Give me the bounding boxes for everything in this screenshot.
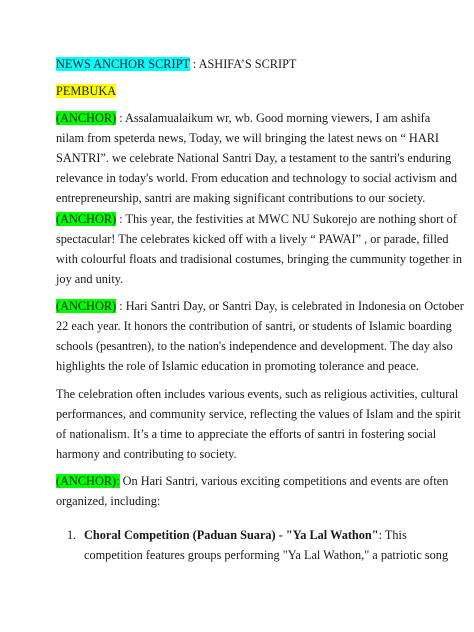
- list-item-title: Choral Competition (Paduan Suara) - "Ya Lal Wathon": [84, 528, 379, 542]
- paragraph-1-line-2: nilam from speterda news, Today, we will bringing the latest news on “ HARI: [56, 131, 439, 145]
- paragraph-4-line-3: of nationalism. It’s a time to appreciate the efforts of santri in fostering social: [56, 427, 437, 441]
- title-highlight: NEWS ANCHOR SCRIPT: [56, 57, 190, 71]
- section-heading: [56, 83, 116, 99]
- section-label: PEMBUKA: [56, 84, 117, 98]
- paragraph-5-line-2: organized, including:: [56, 494, 161, 508]
- paragraph-1-line-1: [56, 110, 430, 126]
- paragraph-3-line-4: highlights the role of Islamic education in promoting tolerance and peace.: [56, 359, 419, 373]
- paragraph-1-line-3: SANTRI”. we celebrate National Santri Day, a testament to the santri's enduring: [56, 151, 452, 165]
- paragraph-2-line-3: with colourful floats and tradisional costumes, bringing the cummunity together in: [56, 252, 463, 266]
- paragraph-1-line-4: relevance in today's world. From education and technology to social activism and: [56, 171, 458, 185]
- anchor-tag: (ANCHOR): [56, 299, 117, 313]
- anchor-tag: (ANCHOR):: [56, 474, 120, 488]
- paragraph-3-line-1: [56, 298, 464, 314]
- paragraph-2-line-2: spectacular! The celebrates kicked off with a lively “ PAWAI” , or parade, filled: [56, 232, 449, 246]
- paragraph-3-line-3: schools (pesantren), to the nation's independence and development. The day also: [56, 339, 453, 353]
- list-item-text: : This: [378, 528, 407, 542]
- anchor-tag: (ANCHOR): [56, 111, 117, 125]
- script-title: [56, 56, 296, 72]
- paragraph-2-line-4: joy and unity.: [56, 272, 124, 286]
- list-item-line-2: competition features groups performing "Ya Lal Wathon," a patriotic song: [84, 548, 449, 562]
- paragraph-text: : Hari Santri Day, or Santri Day, is celebrated in Indonesia on October: [116, 299, 464, 313]
- title-rest: : ASHIFA’S SCRIPT: [189, 57, 297, 71]
- paragraph-text: On Hari Santri, various exciting competitions and events are often: [119, 474, 449, 488]
- paragraph-text: : This year, the festivities at MWC NU Sukorejo are nothing short of: [116, 212, 457, 226]
- anchor-tag: (ANCHOR): [56, 212, 117, 226]
- paragraph-text: : Assalamualaikum wr, wb. Good morning viewers, I am ashifa: [116, 111, 431, 125]
- list-number: 1.: [67, 528, 77, 542]
- paragraph-3-line-2: 22 each year. It honors the contribution of santri, or students of Islamic boarding: [56, 319, 452, 333]
- paragraph-4-line-4: harmony and contributing to society.: [56, 447, 237, 461]
- paragraph-4-line-1: The celebration often includes various events, such as religious activities, cultural: [56, 387, 459, 401]
- paragraph-1-line-5: entrepreneurship, santri are making significant contributions to our society.: [56, 191, 426, 205]
- paragraph-5-line-1: [56, 473, 448, 489]
- paragraph-4-line-2: performances, and community service, reflecting the values of Islam and the spirit: [56, 407, 461, 421]
- list-item-line-1: [84, 527, 407, 543]
- paragraph-2-line-1: [56, 211, 457, 227]
